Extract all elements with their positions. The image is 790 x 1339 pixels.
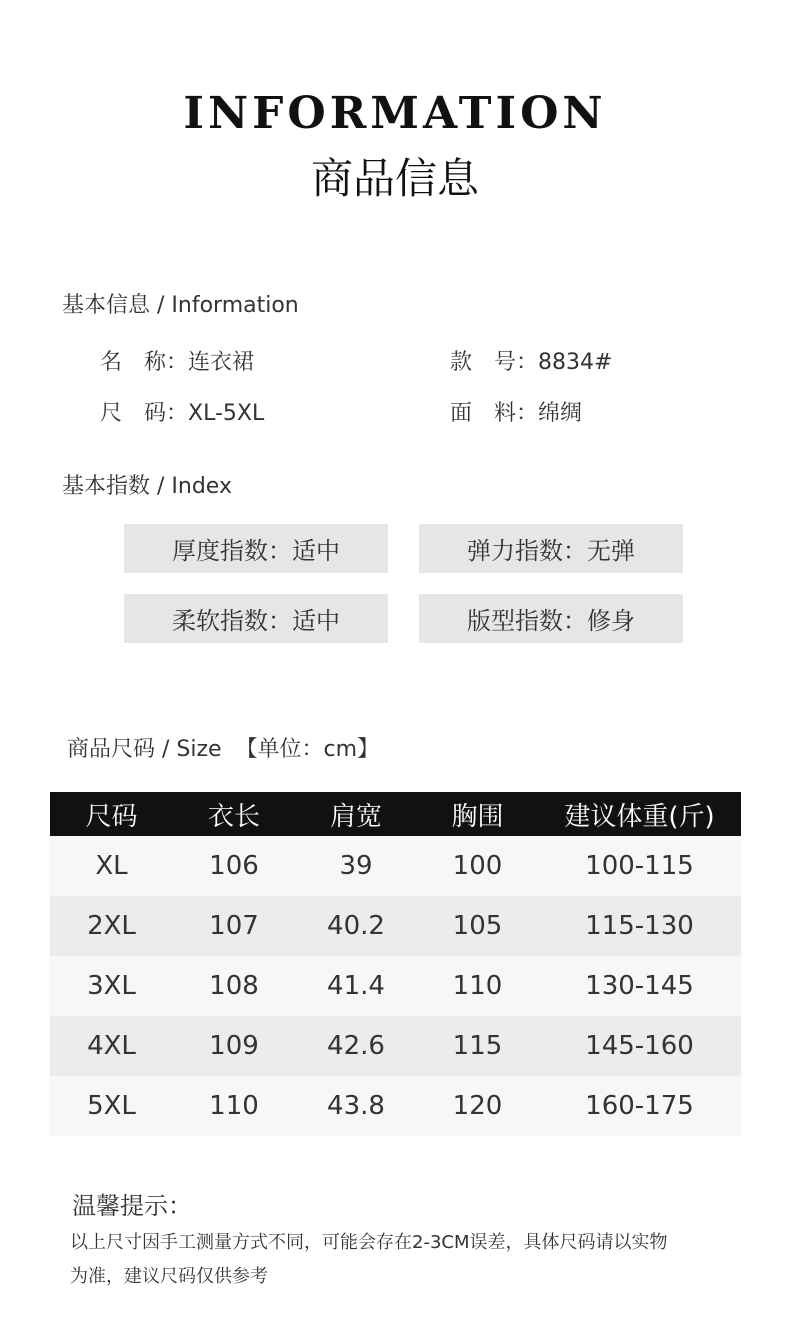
page-title-chinese: 商品信息 — [310, 154, 479, 203]
cell-size: XL — [50, 836, 173, 896]
index-heading: 基本指数 / Index — [62, 474, 232, 499]
page-title-english: INFORMATION — [183, 88, 607, 139]
cell-weight: 100-115 — [538, 836, 741, 896]
style-number: 款 号：8834# — [450, 350, 613, 375]
col-header-weight: 建议体重(斤) — [538, 792, 741, 836]
cell-weight: 160-175 — [538, 1076, 741, 1136]
cell-size: 4XL — [50, 1016, 173, 1076]
col-header-shoulder: 肩宽 — [295, 792, 417, 836]
fabric: 面 料：绵绸 — [450, 401, 583, 426]
basic-info-heading: 基本信息 / Information — [62, 293, 299, 318]
elasticity-index: 弹力指数：无弹 — [419, 524, 683, 573]
table-row — [50, 896, 741, 956]
cell-length: 108 — [173, 956, 295, 1016]
tips-line-1: 以上尺寸因手工测量方式不同，可能会存在2-3CM误差，具体尺码请以实物 — [70, 1232, 668, 1253]
cell-bust: 120 — [417, 1076, 538, 1136]
cell-length: 106 — [173, 836, 295, 896]
col-header-size: 尺码 — [50, 792, 173, 836]
cell-shoulder: 42.6 — [295, 1016, 417, 1076]
cell-shoulder: 43.8 — [295, 1076, 417, 1136]
cell-bust: 100 — [417, 836, 538, 896]
col-header-bust: 胸围 — [417, 792, 538, 836]
cell-length: 110 — [173, 1076, 295, 1136]
cell-bust: 105 — [417, 896, 538, 956]
cell-weight: 130-145 — [538, 956, 741, 1016]
cell-size: 2XL — [50, 896, 173, 956]
table-row — [50, 836, 741, 896]
product-name: 名 称：连衣裙 — [100, 350, 255, 375]
cell-length: 107 — [173, 896, 295, 956]
tips-title: 温馨提示： — [72, 1192, 192, 1220]
size-heading: 商品尺码 / Size 【单位：cm】 — [67, 737, 380, 762]
cell-weight: 115-130 — [538, 896, 741, 956]
cell-bust: 115 — [417, 1016, 538, 1076]
thickness-index: 厚度指数：适中 — [124, 524, 388, 573]
cell-shoulder: 41.4 — [295, 956, 417, 1016]
fit-index: 版型指数：修身 — [419, 594, 683, 643]
softness-index: 柔软指数：适中 — [124, 594, 388, 643]
table-row — [50, 1076, 741, 1136]
size-table — [50, 792, 741, 1136]
cell-weight: 145-160 — [538, 1016, 741, 1076]
size-table-header — [50, 792, 741, 836]
cell-size: 3XL — [50, 956, 173, 1016]
cell-shoulder: 40.2 — [295, 896, 417, 956]
tips-line-2: 为准，建议尺码仅供参考 — [70, 1266, 268, 1287]
cell-shoulder: 39 — [295, 836, 417, 896]
col-header-length: 衣长 — [173, 792, 295, 836]
cell-size: 5XL — [50, 1076, 173, 1136]
cell-length: 109 — [173, 1016, 295, 1076]
table-row — [50, 1016, 741, 1076]
size-range: 尺 码：XL-5XL — [100, 401, 265, 426]
cell-bust: 110 — [417, 956, 538, 1016]
table-row — [50, 956, 741, 1016]
